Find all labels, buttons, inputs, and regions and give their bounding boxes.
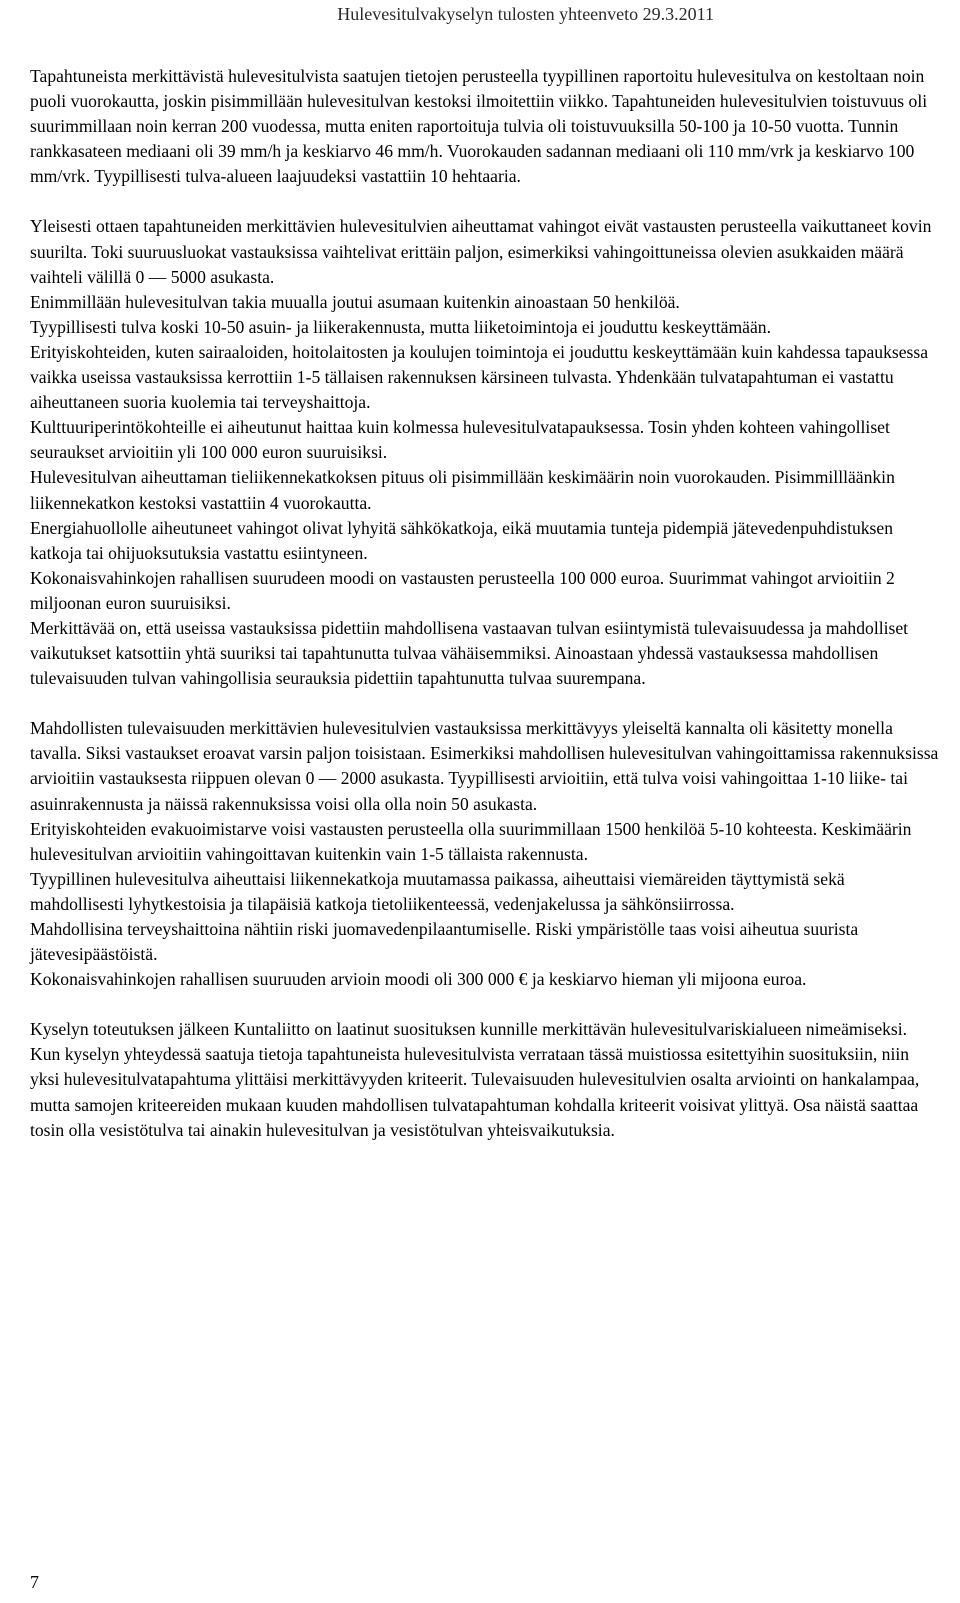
paragraph-block-future-floods bbox=[30, 716, 940, 992]
paragraph: Tapahtuneista merkittävistä hulevesitulvista saatujen tietojen perusteella tyypillinen raportoitu hulevesitulva on kestoltaan noin puoli vuorokautta, joskin pisimmillään hulevesitulvan kestoksi ilmoitettiin viikko. Tapahtuneiden hulevesitulvien toistuvuus oli suurimmillaan noin kerran 200 vuodessa, mutta eniten raportoituja tulvia oli toistuvuuksilla 50-100 ja 10-50 vuotta. Tunnin rankkasateen mediaani oli 39 mm/h ja keskiarvo 46 mm/h. Vuorokauden sadannan mediaani oli 110 mm/vrk ja keskiarvo 100 mm/vrk. Tyypillisesti tulva-alueen laajuudeksi vastattiin 10 hehtaaria. bbox=[30, 66, 928, 187]
paragraph: Enimmillään hulevesitulvan takia muualla joutui asumaan kuitenkin ainoastaan 50 henkilöä. bbox=[30, 291, 680, 312]
block-spacer bbox=[30, 189, 940, 214]
paragraph: Erityiskohteiden evakuoimistarve voisi vastausten perusteella olla suurimmillaan 1500 henkilöä 5-10 kohteesta. Keskimäärin hulevesitulvan arvioitiin vahingoittavan kuitenkin vain 1-5 tällaista rakennusta. bbox=[30, 818, 912, 864]
paragraph: Yleisesti ottaen tapahtuneiden merkittävien hulevesitulvien aiheuttamat vahingot eivät vastausten perusteella vaikuttaneet kovin suurilta. Toki suuruusluokat vastauksissa vaihtelivat erittäin paljon, esimerkiksi vahingoittuneissa olevien asukkaiden määrä vaihteli välillä 0 — 5000 asukasta. bbox=[30, 216, 932, 287]
block-spacer bbox=[30, 691, 940, 716]
paragraph: Energiahuollolle aiheutuneet vahingot olivat lyhyitä sähkökatkoja, eikä muutamia tunteja pidempiä jätevedenpuhdistuksen katkoja tai ohijuoksutuksia vastattu esiintyneen. bbox=[30, 517, 894, 563]
paragraph: Kulttuuriperintökohteille ei aiheutunut haittaa kuin kolmessa hulevesitulvatapauksessa. Tosin yhden kohteen vahingolliset seuraukset arvioitiin yli 100 000 euron suuruisiksi. bbox=[30, 417, 890, 463]
paragraph-block-flood-characteristics bbox=[30, 64, 940, 189]
paragraph-block-damages bbox=[30, 214, 940, 691]
paragraph: Kyselyn toteutuksen jälkeen Kuntaliitto on laatinut suosituksen kunnille merkittävän hulevesitulvariskialueen nimeämiseksi. Kun kyselyn yhteydessä saatuja tietoja tapahtuneista hulevesitulvista verrataan tässä muistiossa esitettyihin suosituksiin, niin yksi hulevesitulvatapahtuma ylittäisi merkittävyyden kriteerit. Tulevaisuuden hulevesitulvien osalta arviointi on hankalampaa, mutta samojen kriteereiden mukaan kuuden mahdollisen tulvatapahtuman kohdalla kriteerit voisivat ylittyä. Osa näistä saattaa tosin olla vesistötulva tai ainakin hulevesitulvan ja vesistötulvan yhteisvaikutuksia. bbox=[30, 1019, 920, 1140]
paragraph: Kokonaisvahinkojen rahallisen suuruuden arvioin moodi oli 300 000 € ja keskiarvo hieman yli mijoona euroa. bbox=[30, 969, 807, 990]
page-number: 7 bbox=[30, 1572, 39, 1592]
paragraph: Tyypillisesti tulva koski 10-50 asuin- ja liikerakennusta, mutta liiketoimintoja ei jouduttu keskeyttämään. bbox=[30, 316, 771, 337]
paragraph: Merkittävää on, että useissa vastauksissa pidettiin mahdollisena vastaavan tulvan esiintymistä tulevaisuudessa ja mahdolliset vaikutukset katsottiin yhtä suuriksi tai tapahtunutta tulvaa vähäisemmiksi. Ainoastaan yhdessä vastauksessa mahdollisen tulevaisuuden tulvan vahingollisia seurauksia pidettiin tapahtunutta tulvaa suurempana. bbox=[30, 617, 909, 689]
paragraph: Erityiskohteiden, kuten sairaaloiden, hoitolaitosten ja koulujen toimintoja ei jouduttu keskeyttämään kuin kahdessa tapauksessa vaikka useissa vastauksissa kerrottiin 1-5 tällaisen rakennuksen kärsineen tulvasta. Yhdenkään tulvatapahtuman ei vastattu aiheuttaneen suoria kuolemia tai terveyshaittoja. bbox=[30, 341, 929, 413]
paragraph: Mahdollisina terveyshaittoina nähtiin riski juomavedenpilaantumiselle. Riski ympäristölle taas voisi aiheutua suurista jätevesipäästöistä. bbox=[30, 919, 859, 965]
paragraph-block-conclusion bbox=[30, 1017, 940, 1142]
document-body bbox=[30, 64, 940, 1143]
block-spacer bbox=[30, 992, 940, 1017]
paragraph: Tyypillinen hulevesitulva aiheuttaisi liikennekatkoja muutamassa paikassa, aiheuttaisi viemäreiden täyttymistä sekä mahdollisesti lyhytkestoisia ja tilapäisiä katkoja tietoliikenteessä, vedenjakelussa ja sähkönsiirrossa. bbox=[30, 868, 845, 914]
paragraph: Hulevesitulvan aiheuttaman tieliikennekatkoksen pituus oli pisimmillään keskimäärin noin vuorokauden. Pisimmillläänkin liikennekatkon kestoksi vastattiin 4 vuorokautta. bbox=[30, 467, 895, 513]
page-header-title: Hulevesitulvakyselyn tulosten yhteenveto 29.3.2011 bbox=[337, 4, 714, 24]
paragraph: Mahdollisten tulevaisuuden merkittävien hulevesitulvien vastauksissa merkittävyys yleiseltä kannalta oli käsitetty monella tavalla. Siksi vastaukset eroavat varsin paljon toisistaan. Esimerkiksi mahdollisen hulevesitulvan vahingoittamissa rakennuksissa arvioitiin vastauksesta riippuen olevan 0 — 2000 asukasta. Tyypillisesti arvioitiin, että tulva voisi vahingoittaa 1-10 liike- tai asuinrakennusta ja näissä rakennuksissa voisi olla olla noin 50 asukasta. bbox=[30, 718, 939, 814]
paragraph: Kokonaisvahinkojen rahallisen suurudeen moodi on vastausten perusteella 100 000 euroa. Suurimmat vahingot arvioitiin 2 miljoonan euron suuruisiksi. bbox=[30, 567, 895, 613]
